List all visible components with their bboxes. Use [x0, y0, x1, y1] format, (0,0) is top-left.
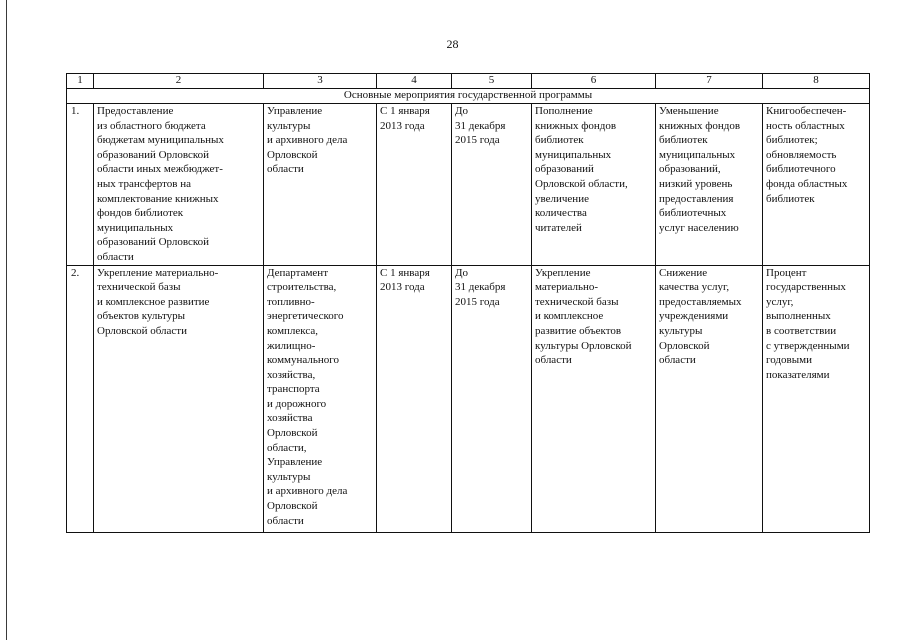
- expected-result-cell: Укрепление материально- технической базы и комплексное развитие объектов культуры Орловской области: [532, 265, 656, 532]
- page-number: 28: [446, 37, 459, 51]
- column-number-4: 4: [377, 74, 452, 89]
- consequences-cell: Снижение качества услуг, предоставляемых учреждениями культуры Орловской области: [656, 265, 763, 532]
- table-row: [67, 104, 870, 266]
- end-date-cell: До 31 декабря 2015 года: [452, 104, 532, 266]
- program-table: [66, 73, 870, 533]
- column-number-5: 5: [452, 74, 532, 89]
- column-number-3: 3: [264, 74, 377, 89]
- table-row: [67, 265, 870, 532]
- scan-edge-line: [6, 0, 7, 640]
- column-number-2: 2: [94, 74, 264, 89]
- section-row: [67, 89, 870, 104]
- responsible-cell: Департамент строительства, топливно- энергетического комплекса, жилищно- коммунального хозяйства, транспорта и дорожного хозяйства Орловской области, Управление культуры и архивного дела Орловской области: [264, 265, 377, 532]
- column-number-1: 1: [67, 74, 94, 89]
- start-date-cell: С 1 января 2013 года: [377, 104, 452, 266]
- column-number-7: 7: [656, 74, 763, 89]
- column-number-6: 6: [532, 74, 656, 89]
- section-title: Основные мероприятия государственной программы: [67, 89, 870, 104]
- table-header-row: [67, 74, 870, 89]
- column-number-8: 8: [763, 74, 870, 89]
- responsible-cell: Управление культуры и архивного дела Орловской области: [264, 104, 377, 266]
- end-date-cell: До 31 декабря 2015 года: [452, 265, 532, 532]
- expected-result-cell: Пополнение книжных фондов библиотек муниципальных образований Орловской области, увеличение количества читателей: [532, 104, 656, 266]
- start-date-cell: С 1 января 2013 года: [377, 265, 452, 532]
- indicator-cell: Книгообеспечен- ность областных библиотек; обновляемость библиотечного фонда областных библиотек: [763, 104, 870, 266]
- row-number: 1.: [67, 104, 94, 266]
- row-number: 2.: [67, 265, 94, 532]
- indicator-cell: Процент государственных услуг, выполненных в соответствии с утвержденными годовыми показателями: [763, 265, 870, 532]
- consequences-cell: Уменьшение книжных фондов библиотек муниципальных образований, низкий уровень предоставления библиотечных услуг населению: [656, 104, 763, 266]
- event-name-cell: Укрепление материально- технической базы и комплексное развитие объектов культуры Орловской области: [94, 265, 264, 532]
- event-name-cell: Предоставление из областного бюджета бюджетам муниципальных образований Орловской области иных межбюджет- ных трансфертов на комплектование книжных фондов библиотек муниципальных образований Орловской области: [94, 104, 264, 266]
